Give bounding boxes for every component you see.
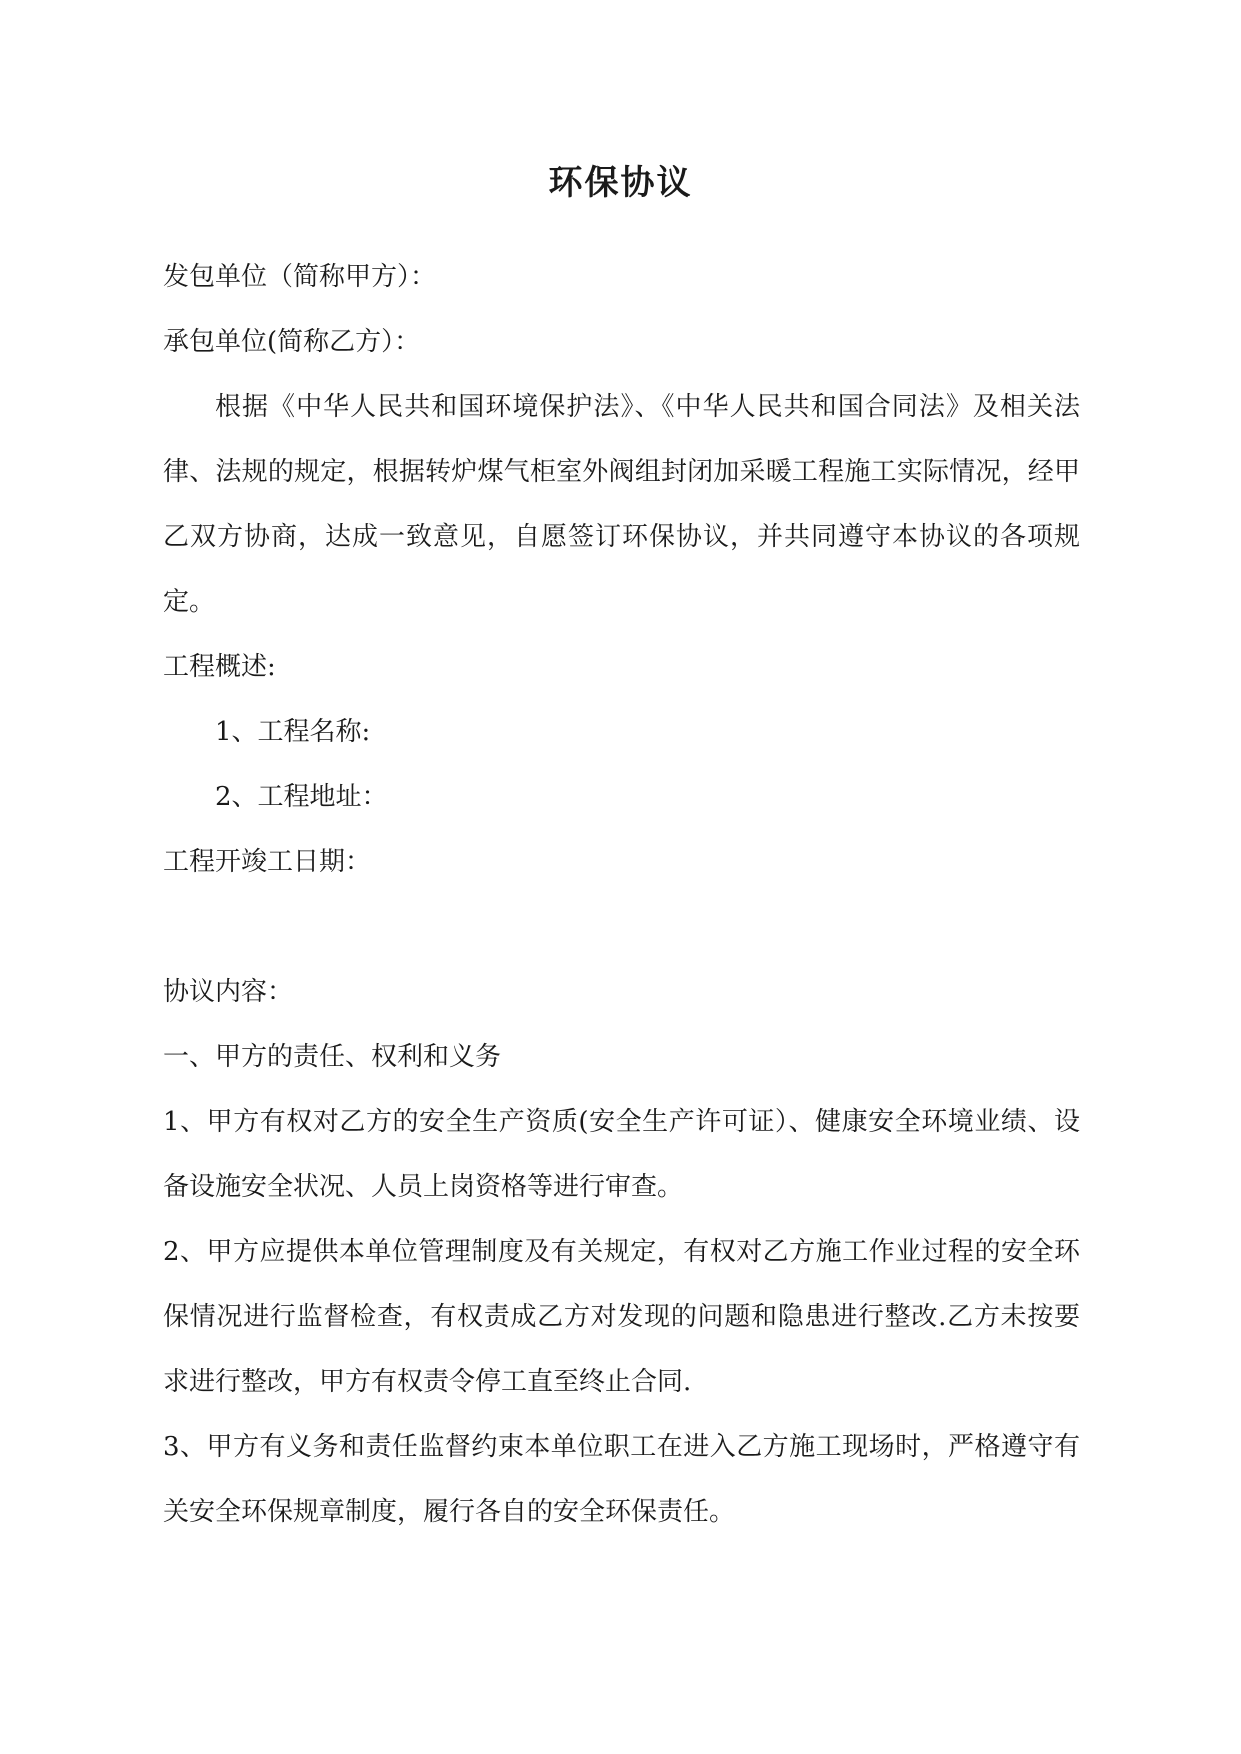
spacer bbox=[163, 895, 1080, 960]
clause-1: 1、甲方有权对乙方的安全生产资质(安全生产许可证）、健康安全环境业绩、设备设施安全状况、人员上岗资格等进行审查。 bbox=[163, 1107, 1080, 1202]
preamble-paragraph: 根据《中华人民共和国环境保护法》、《中华人民共和国合同法》及相关法律、法规的规定，根据转炉煤气柜室外阀组封闭加采暖工程施工实际情况，经甲乙双方协商，达成一致意见，自愿签订环保协议，并共同遵守本协议的各项规定。 bbox=[163, 392, 1080, 617]
party-a-line: 发包单位（简称甲方）： bbox=[163, 262, 437, 292]
clause-3: 3、甲方有义务和责任监督约束本单位职工在进入乙方施工现场时，严格遵守有关安全环保规章制度，履行各自的安全环保责任。 bbox=[163, 1432, 1080, 1527]
overview-heading: 工程概述: bbox=[163, 652, 276, 682]
document-title: 环保协议 bbox=[548, 163, 693, 203]
project-dates-line: 工程开竣工日期： bbox=[163, 847, 372, 877]
section-1-heading: 一、甲方的责任、权利和义务 bbox=[163, 1042, 502, 1072]
agreement-heading: 协议内容： bbox=[163, 977, 294, 1007]
party-b-line: 承包单位(简称乙方）： bbox=[163, 327, 421, 357]
clause-2: 2、甲方应提供本单位管理制度及有关规定，有权对乙方施工作业过程的安全环保情况进行监督检查，有权责成乙方对发现的问题和隐患进行整改.乙方未按要求进行整改，甲方有权责令停工直至终止合同. bbox=[163, 1237, 1081, 1397]
document-body bbox=[163, 245, 1080, 1545]
project-name-line: 1、工程名称: bbox=[215, 717, 371, 747]
project-address-line: 2、工程地址： bbox=[215, 782, 388, 812]
